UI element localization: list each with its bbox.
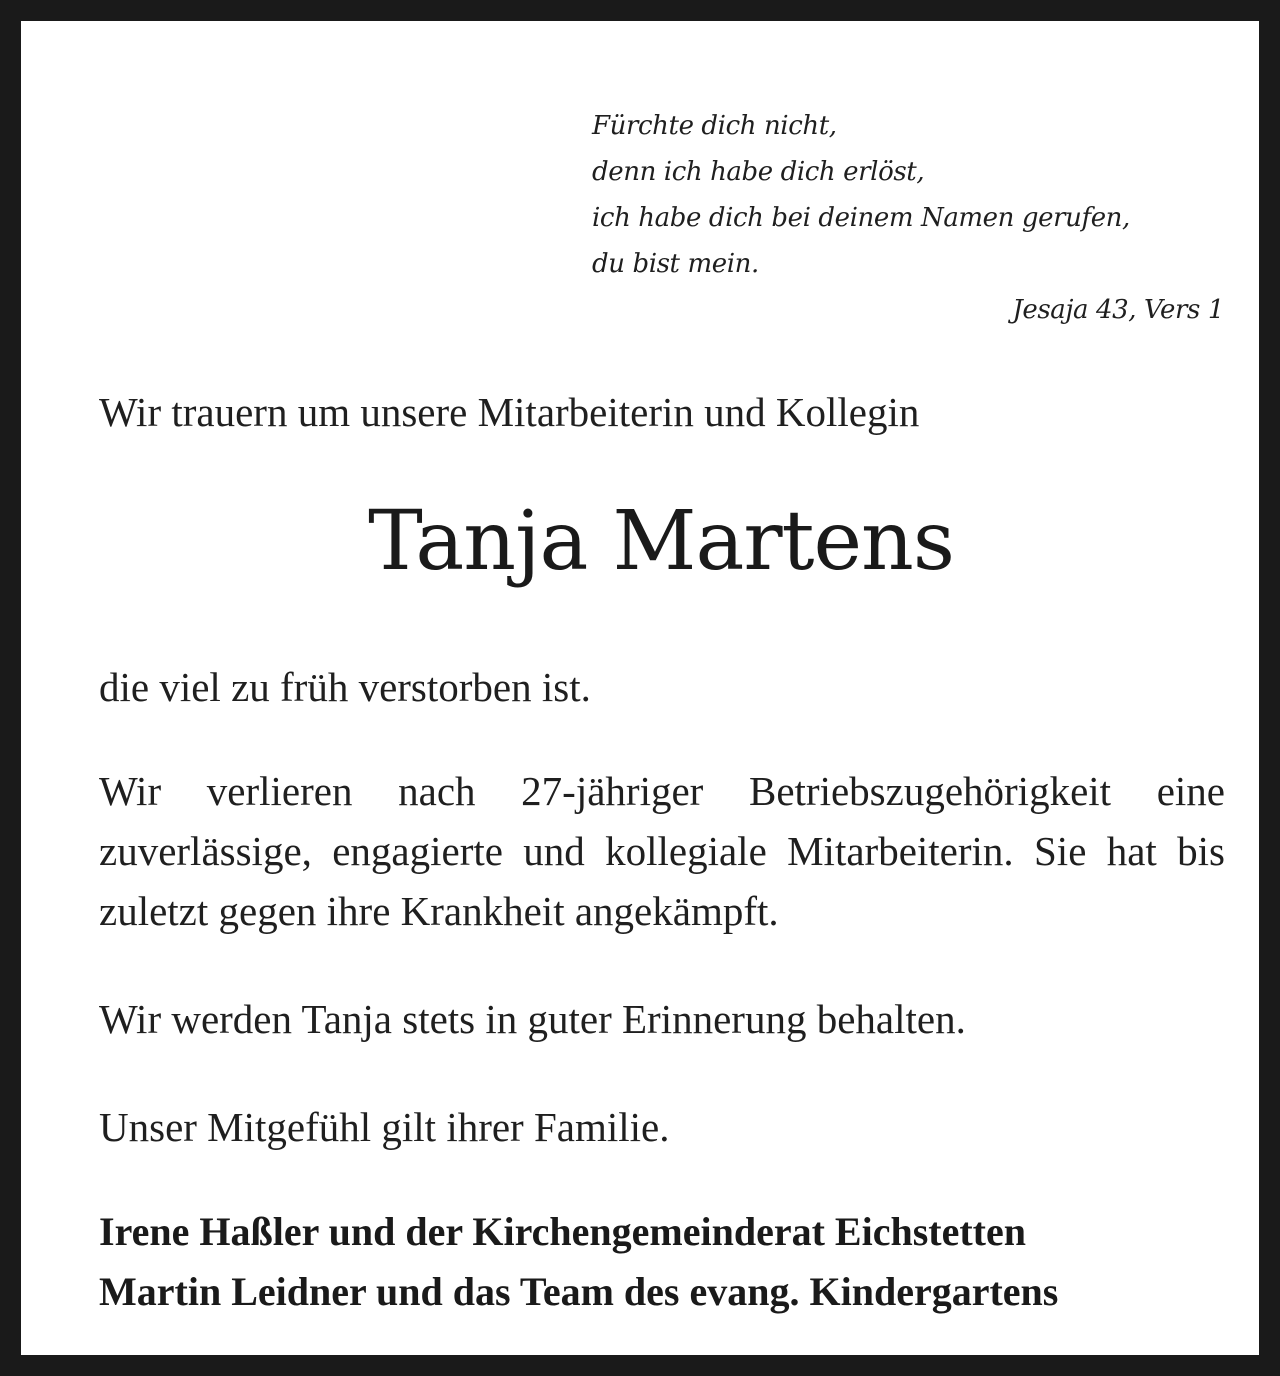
bible-verse [592,103,1224,333]
intro-text: Wir trauern um unsere Mitarbeiterin und Kollegin [99,389,920,435]
paragraph-remembrance: Wir werden Tanja stets in guter Erinnerung behalten. [99,996,966,1042]
paragraph-tribute: Wir verlieren nach 27-jähriger Betriebszugehörigkeit eine zuverlässige, engagierte und kollegiale Mitarbeiterin. Sie hat bis zuletzt gegen ihre Krankheit angekämpft. [99,768,1225,934]
verse-line: du bist mein. [592,249,759,279]
paragraph-condolence: Unser Mitgefühl gilt ihrer Familie. [99,1104,670,1150]
verse-reference: Jesaja 43, Vers 1 [1012,295,1224,325]
verse-line: denn ich habe dich erlöst, [592,157,925,187]
signers [99,1202,1225,1322]
paragraph-passed-away: die viel zu früh verstorben ist. [99,664,591,710]
verse-line: ich habe dich bei deinem Namen gerufen, [592,203,1130,233]
signer-line: Martin Leidner und das Team des evang. Kindergartens [99,1269,1059,1314]
signer-line: Irene Haßler und der Kirchengemeinderat Eichstetten [99,1209,1026,1254]
verse-line: Fürchte dich nicht, [592,111,837,141]
deceased-name: Tanja Martens [368,494,954,589]
